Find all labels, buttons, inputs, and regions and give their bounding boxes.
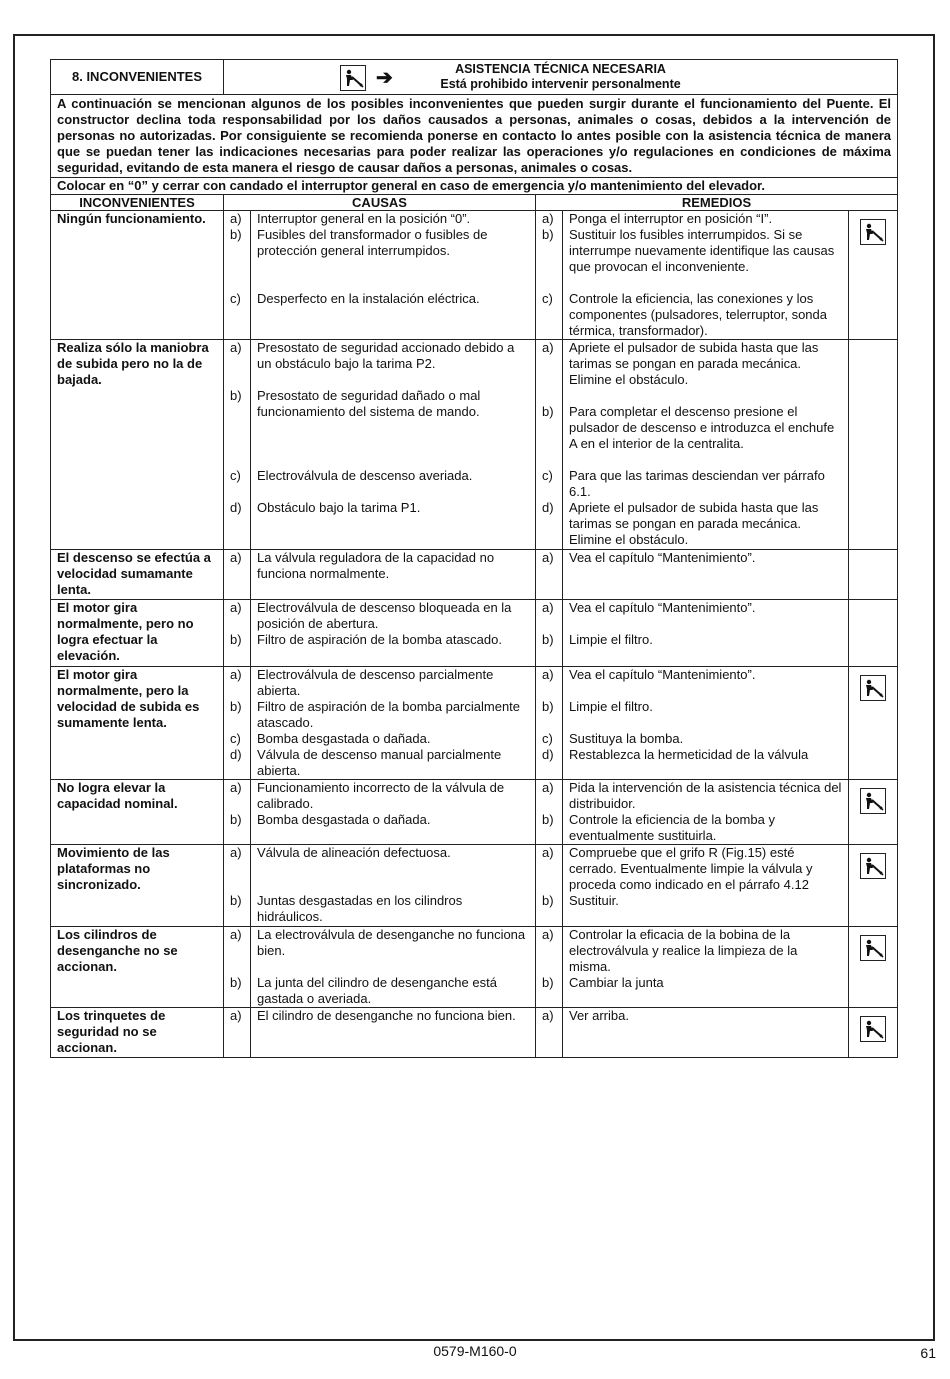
remedy-cell: Ver arriba. — [563, 1008, 849, 1058]
remedy-cell: Vea el capítulo “Mantenimiento”. Limpie el filtro. — [563, 600, 849, 667]
assistance-notice — [224, 60, 898, 95]
assistance-icon-cell — [849, 780, 898, 845]
problem-cell: Los trinquetes de seguridad no se accionan. — [51, 1008, 224, 1058]
problem-cell: Movimiento de las plataformas no sincronizado. — [51, 845, 224, 927]
remedy-letters: a) b) — [536, 780, 563, 845]
remedy-letters: a) b) c) d) — [536, 667, 563, 780]
cause-letters: a) — [224, 550, 251, 600]
cause-cell: La electroválvula de desenganche no funciona bien. La junta del cilindro de desenganche está gastada o averiada. — [251, 927, 536, 1008]
table-row — [51, 1008, 898, 1058]
section-title: 8. INCONVENIENTES — [51, 60, 224, 95]
assist-line-2: Está prohibido intervenir personalmente — [440, 77, 681, 91]
problem-cell: Ningún funcionamiento. — [51, 211, 224, 340]
assistance-icon-cell — [849, 667, 898, 780]
col-header-causes: CAUSAS — [224, 195, 536, 211]
remedy-cell: Vea el capítulo “Mantenimiento”. — [563, 550, 849, 600]
cause-letters: a) b) — [224, 780, 251, 845]
wrench-man-icon — [860, 853, 886, 879]
cause-cell: El cilindro de desenganche no funciona bien. — [251, 1008, 536, 1058]
cause-letters: a) b) — [224, 600, 251, 667]
remedy-letters: a) — [536, 550, 563, 600]
cause-letters: a) b) c) d) — [224, 667, 251, 780]
assistance-icon-cell — [849, 845, 898, 927]
problem-cell: El motor gira normalmente, pero la velocidad de subida es sumamente lenta. — [51, 667, 224, 780]
col-header-problems: INCONVENIENTES — [51, 195, 224, 211]
table-row — [51, 211, 898, 340]
emergency-row — [51, 178, 898, 195]
table-row — [51, 600, 898, 667]
problem-cell: No logra elevar la capacidad nominal. — [51, 780, 224, 845]
troubleshooting-document — [50, 59, 897, 1058]
cause-cell: Electroválvula de descenso bloqueada en la posición de abertura. Filtro de aspiración de la bomba atascado. — [251, 600, 536, 667]
cause-cell: Electroválvula de descenso parcialmente abierta. Filtro de aspiración de la bomba parcialmente atascado. Bomba desgastada o dañada. Válvula de descenso manual parcialmente abierta. — [251, 667, 536, 780]
table-row — [51, 340, 898, 550]
remedy-letters: a) — [536, 1008, 563, 1058]
table-row — [51, 550, 898, 600]
remedy-letters: a) b) — [536, 600, 563, 667]
troubleshooting-table — [50, 59, 898, 1058]
page-number: 61 — [920, 1345, 936, 1361]
cause-cell: Presostato de seguridad accionado debido a un obstáculo bajo la tarima P2. Presostato de seguridad dañado o mal funcionamiento del sistema de mando. Electroválvula de descenso averiada. Obstáculo bajo la tarima P1. — [251, 340, 536, 550]
intro-row — [51, 95, 898, 178]
cause-letters: a) b) c) — [224, 211, 251, 340]
wrench-man-icon — [340, 65, 366, 91]
remedy-cell: Compruebe que el grifo R (Fig.15) esté cerrado. Eventualmente limpie la válvula y proceda como indicado en el párrafo 4.12 Sustituir. — [563, 845, 849, 927]
assist-line-1: ASISTENCIA TÉCNICA NECESARIA — [455, 62, 666, 76]
arrow-right-icon: ➔ — [376, 66, 393, 89]
table-row — [51, 927, 898, 1008]
remedy-cell: Vea el capítulo “Mantenimiento”. Limpie el filtro. Sustituya la bomba. Restablezca la hermeticidad de la válvula — [563, 667, 849, 780]
remedy-cell: Apriete el pulsador de subida hasta que las tarimas se pongan en parada mecánica. Elimine el obstáculo. Para completar el descenso presione el pulsador de descenso e introduzca el enchufe A en el interior de la centralita. Para que las tarimas desciendan ver párrafo 6.1. Apriete el pulsador de subida hasta que las tarimas se pongan en parada mecánica. Elimine el obstáculo. — [563, 340, 849, 550]
cause-cell: Funcionamiento incorrecto de la válvula de calibrado. Bomba desgastada o dañada. — [251, 780, 536, 845]
cause-cell: Interruptor general en la posición “0”. Fusibles del transformador o fusibles de protección general interrumpidos. Desperfecto en la instalación eléctrica. — [251, 211, 536, 340]
remedy-cell: Ponga el interruptor en posición “I”. Sustituir los fusibles interrumpidos. Si se interrumpe nuevamente identifique las causas que provocan el inconveniente. Controle la eficiencia, las conexiones y los componentes (pulsadores, telerruptor, sonda térmica, transformador). — [563, 211, 849, 340]
remedy-cell: Pida la intervención de la asistencia técnica del distribuidor. Controle la eficiencia de la bomba y eventualmente sustituirla. — [563, 780, 849, 845]
remedy-letters: a) b) c) — [536, 211, 563, 340]
emergency-notice: Colocar en “0” y cerrar con candado el interruptor general en caso de emergencia y/o mantenimiento del elevador. — [51, 178, 898, 195]
assistance-icon-cell — [849, 927, 898, 1008]
wrench-man-icon — [860, 788, 886, 814]
cause-letters: a) — [224, 1008, 251, 1058]
wrench-man-icon — [860, 1016, 886, 1042]
table-row — [51, 845, 898, 927]
col-header-remedies: REMEDIOS — [536, 195, 898, 211]
remedy-letters: a) b) — [536, 927, 563, 1008]
assistance-icon-cell — [849, 1008, 898, 1058]
cause-letters: a) b) c) d) — [224, 340, 251, 550]
table-row — [51, 780, 898, 845]
wrench-man-icon — [860, 219, 886, 245]
assistance-icon-cell — [849, 211, 898, 340]
cause-letters: a) b) — [224, 927, 251, 1008]
remedy-letters: a) b) — [536, 845, 563, 927]
table-row — [51, 667, 898, 780]
wrench-man-icon — [860, 935, 886, 961]
remedy-letters: a) b) c) d) — [536, 340, 563, 550]
intro-paragraph: A continuación se mencionan algunos de los posibles inconvenientes que pueden surgir durante el funcionamiento del Puente. El constructor declina toda responsabilidad por los daños causados a personas, animales o cosas, debidos a la intervención de personas no autorizadas. Por consiguiente se recomienda ponerse en contacto lo antes posible con la asistencia técnica de manera que se puedan tener las indicaciones necesarias para poder realizar las operaciones y/o regulaciones en condiciones de máxima seguridad, evitando de esta manera el riesgo de causar daños a personas, animales o cosas. — [51, 95, 898, 178]
problem-cell: El motor gira normalmente, pero no logra efectuar la elevación. — [51, 600, 224, 667]
cause-cell: Válvula de alineación defectuosa. Juntas desgastadas en los cilindros hidráulicos. — [251, 845, 536, 927]
problem-cell: Realiza sólo la maniobra de subida pero no la de bajada. — [51, 340, 224, 550]
cause-letters: a) b) — [224, 845, 251, 927]
problem-cell: Los cilindros de desenganche no se accionan. — [51, 927, 224, 1008]
header-row — [51, 60, 898, 95]
cause-cell: La válvula reguladora de la capacidad no funciona normalmente. — [251, 550, 536, 600]
remedy-cell: Controlar la eficacia de la bobina de la electroválvula y realice la limpieza de la misma. Cambiar la junta — [563, 927, 849, 1008]
problem-cell: El descenso se efectúa a velocidad sumamante lenta. — [51, 550, 224, 600]
document-code: 0579-M160-0 — [433, 1343, 517, 1359]
wrench-man-icon — [860, 675, 886, 701]
column-header-row — [51, 195, 898, 211]
